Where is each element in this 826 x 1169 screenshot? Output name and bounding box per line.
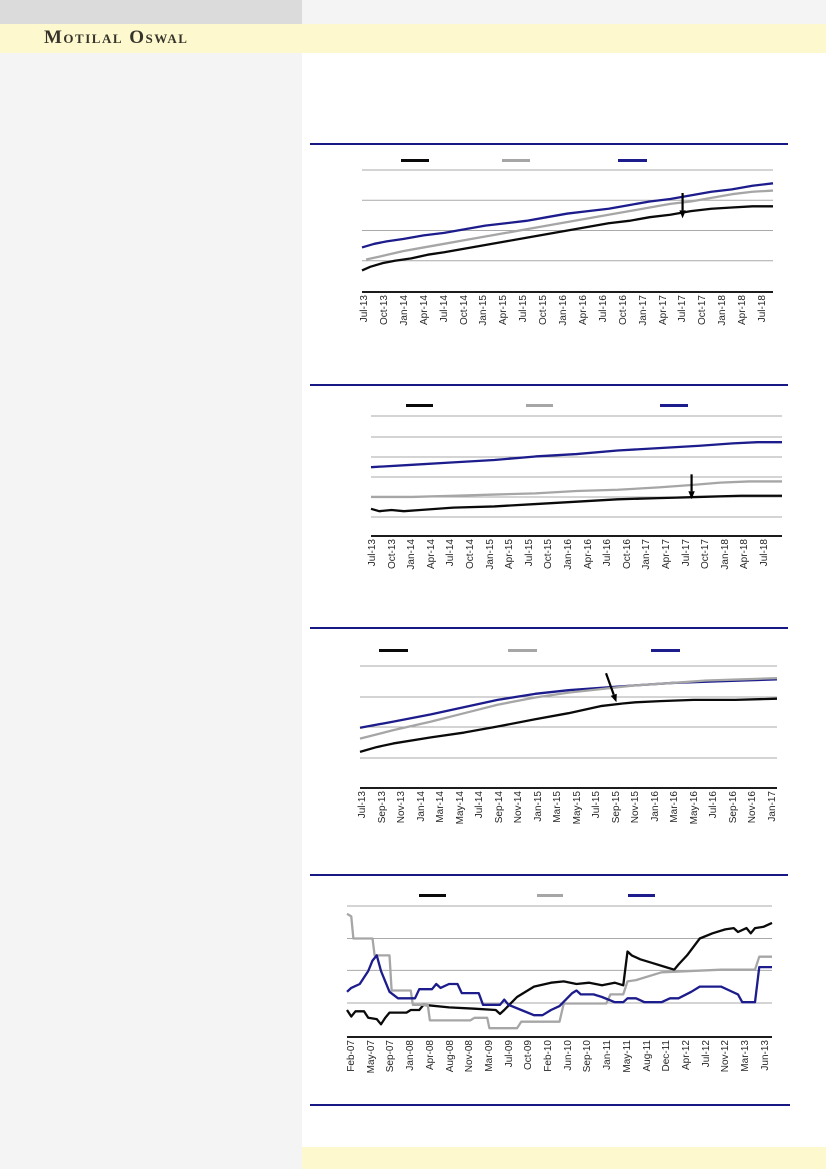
section-divider-line [310,874,788,876]
x-axis-tick-label: Jan-15 [484,539,496,570]
x-axis-tick-label: Jan-16 [649,791,661,822]
x-axis-tick-label: Sep-07 [385,1040,397,1073]
x-axis-tick-label: Jul-14 [445,539,457,567]
x-axis-tick-label: Jul-13 [367,539,378,567]
x-axis-tick-label: Jan-15 [532,791,544,822]
x-axis-tick-label: Oct-14 [465,539,476,570]
x-axis-tick-label: Jan-17 [641,539,653,570]
legend-swatch-black [419,894,446,897]
x-axis-tick-label: Jul-16 [602,539,614,567]
x-axis-tick-label: Apr-12 [680,1040,692,1071]
legend-swatch-gray [526,404,553,407]
down-arrow-head [688,491,694,499]
x-axis-tick-label: Jan-11 [602,1040,614,1070]
x-axis-tick-label: Jul-16 [708,791,719,819]
x-axis-tick-label: Jul-13 [357,791,368,819]
x-axis-tick-label: Apr-15 [504,539,516,570]
legend-swatch-navy [660,404,688,407]
bottom-divider-line [310,1104,790,1106]
x-axis-tick-label: Oct-17 [697,295,709,326]
section-divider-line [310,384,788,386]
chart-canvas [347,906,772,1036]
x-axis-tick-label: Mar-16 [669,791,680,823]
x-axis-tick-label: Apr-16 [577,295,589,326]
x-axis-tick-label: Apr-17 [661,539,672,570]
x-axis-tick-label: Oct-14 [458,295,470,326]
x-axis-tick-label: Mar-13 [740,1040,751,1072]
x-axis-tick-label: Mar-09 [483,1040,495,1072]
x-axis-tick-label: May-16 [688,791,700,825]
x-axis-tick-label: Jul-14 [474,791,485,819]
annotation-layer [362,170,773,291]
x-axis-tick-label: Jun-13 [759,1040,771,1071]
x-axis-tick-label: Jul-15 [518,295,530,323]
x-axis-tick-label: Nov-15 [630,791,641,824]
x-axis-tick-label: Apr-16 [582,539,594,570]
annotation-layer [360,666,777,787]
legend-swatch-gray [508,649,537,652]
x-axis-tick-label: Apr-15 [498,295,510,326]
legend-swatch-navy [651,649,680,652]
x-axis-tick-label: Feb-10 [543,1040,554,1072]
x-axis-tick-label: Nov-14 [513,791,524,824]
x-axis-tick-label: Apr-14 [418,295,430,326]
down-arrow-shaft [606,673,614,695]
series-line-navy [347,955,772,1015]
brand-band [0,24,826,53]
x-axis-tick-label: Oct-16 [621,539,633,570]
chart-plot-area [371,416,782,537]
x-axis-tick-label: Feb-07 [346,1040,357,1072]
x-axis-tick-label: Oct-15 [543,539,555,570]
x-axis-tick-label: Aug-08 [444,1040,456,1073]
x-axis-tick-label: Jul-13 [359,295,370,323]
chart-plot-area [360,666,777,789]
x-axis-tick-label: Sep-16 [727,791,739,824]
x-axis-tick-label: Jul-15 [523,539,535,567]
x-axis-tick-label: Apr-17 [657,295,669,326]
down-arrow-head [679,210,685,218]
x-axis-tick-label: Sep-13 [376,791,388,824]
legend-swatch-navy [618,159,647,162]
x-axis-tick-label: May-15 [571,791,583,825]
x-axis-tick-label: Oct-17 [700,539,712,570]
section-divider-line [310,143,788,145]
section-divider-line [310,627,788,629]
x-axis-tick-label: Jul-17 [677,295,689,323]
x-axis-tick-label: Oct-16 [617,295,629,326]
x-axis-tick-label: Jul-18 [759,539,770,567]
x-axis-tick-label: Jan-14 [398,295,410,326]
legend-swatch-black [406,404,433,407]
legend-swatch-black [379,649,408,652]
x-axis-tick-label: Oct-09 [523,1040,535,1071]
x-axis-tick-label: Jan-18 [717,295,729,326]
x-axis-tick-label: Jan-08 [405,1040,417,1071]
x-axis-tick-label: Nov-12 [720,1040,732,1073]
x-axis-tick-label: May-11 [621,1040,633,1073]
x-axis-tick-label: Jan-17 [766,791,778,822]
x-axis-tick-label: Apr-14 [425,539,437,570]
legend-swatch-gray [502,159,530,162]
x-axis-tick-label: Jul-15 [591,791,602,819]
chart-plot-area [362,170,773,293]
x-axis-tick-label: Mar-15 [552,791,563,823]
x-axis-tick-label: Oct-15 [538,295,550,326]
x-axis-tick-label: Jan-17 [637,295,649,326]
x-axis-tick-label: May-07 [365,1040,377,1074]
x-axis-tick-label: Sep-10 [582,1040,594,1073]
topbar-right-segment [302,0,826,24]
x-axis-tick-label: Mar-14 [435,791,446,823]
x-axis-tick-label: Jan-16 [558,295,569,326]
x-axis-tick-label: Oct-13 [386,539,398,570]
x-axis-tick-label: Jul-09 [503,1040,515,1068]
x-axis-tick-label: Jul-12 [700,1040,712,1068]
x-axis-tick-label: Jul-16 [597,295,609,323]
legend-swatch-black [401,159,429,162]
x-axis-tick-label: Jul-18 [757,295,768,323]
x-axis-tick-label: Jul-17 [680,539,692,567]
down-arrow-head [611,694,617,703]
x-axis-tick-label: Oct-13 [378,295,390,326]
x-axis-tick-label: Jul-14 [438,295,450,323]
x-axis-tick-label: Jan-15 [478,295,490,326]
legend-swatch-navy [628,894,655,897]
brand-logo-text: Motilal Oswal [44,27,189,48]
x-axis-tick-label: Apr-08 [424,1040,436,1071]
x-axis-tick-label: Nov-16 [747,791,758,824]
x-axis-tick-label: Nov-13 [396,791,407,824]
x-axis-tick-label: Jan-18 [719,539,731,570]
topbar-left-segment [0,0,302,24]
x-axis-tick-label: Jan-16 [563,539,574,570]
x-axis-tick-label: Dec-11 [661,1040,673,1072]
x-axis-tick-label: Jan-14 [406,539,418,570]
x-axis-tick-label: Apr-18 [737,295,749,326]
footer-band [302,1147,826,1169]
legend-swatch-gray [537,894,563,897]
annotation-layer [371,416,782,535]
x-axis-tick-label: Nov-08 [464,1040,476,1073]
x-axis-tick-label: Apr-18 [739,539,751,570]
x-axis-tick-label: Jan-14 [415,791,427,822]
left-margin-panel [0,53,302,1169]
x-axis-tick-label: Aug-11 [641,1040,653,1072]
x-axis-tick-label: May-14 [454,791,466,825]
chart-plot-area [347,906,772,1038]
x-axis-tick-label: Jun-10 [562,1040,574,1071]
x-axis-tick-label: Sep-15 [610,791,622,824]
x-axis-tick-label: Sep-14 [493,791,505,824]
